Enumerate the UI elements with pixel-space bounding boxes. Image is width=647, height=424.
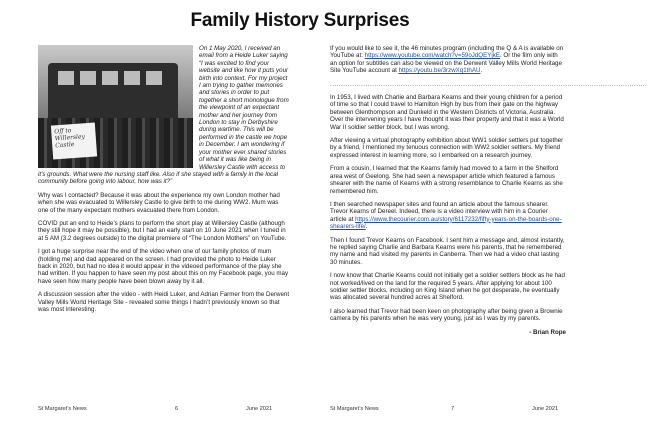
youtube-link-2[interactable]: https://youtu.be/3rzwXq1thAU [398,67,481,75]
footer-left-publication: St Margaret’s News [38,406,87,412]
courier-article-link[interactable]: https://www.thecourier.com.au/story/6117232/fifty-years-on-the-boards-one-shearers-life/ [330,215,562,231]
intro-paragraph: On 1 May 2020, I received an email from a Heide Luker saying “I was excited to find your website and like how it puts your birth into context. For my project I am trying to gather memories and stories in order to put together a short monologue from the viewpoint of an expectant mother and her journey from London to stay in Derbyshire during wartime. This will be performed in the castle we hope in December. I am wondering if your mother ever shared stories of what it was like being in Willersley Castle with access to it’s grounds. What were the nursing staff like. Also if she stayed with a family in the local community before going into labour, how was it?” [38,45,289,186]
footer-right-page-number: 7 [451,406,455,412]
paragraph: Why was I contacted? Because it was about the experience my own London mother had when she was evacuated to Willersley Castle to give birth to me during WW2. Mum was one of the many expectant mothers evacuated there from London. [38,191,280,214]
paragraph: Then I found Trevor Kearns on Facebook. I sent him a message and, almost instantly, he replied saying Charlie and Barbara Kearns were his parents, that he remembered my name and had visited my parents in Canberra. Then we had a video chat lasting 30 minutes. [330,236,565,266]
footer-left-date: June 2021 [246,406,273,412]
photo-handwritten-sign: Off to Willersley Castle [51,123,97,160]
paragraph: A discussion session after the video - with Heidi Luker, and Adrian Farmer from the Derwent Valley Mills World Heritage Site - revealed some things I hadn’t previously known so that was most interesting. [38,291,290,313]
paragraph: After viewing a virtual photography exhibition about WW1 soldier settlers put together by a friend, I mentioned my tenuous connection with WW2 soldier settlers. My friend expressed interest in learning more, so I embarked on a research journey. [330,137,564,159]
author-signature: - Brian Rope [529,328,566,336]
paragraph: From a cousin, I learned that the Kearns family had moved to a farm in the Shelford area west of Geelong. She had seen a newspaper article which featured a famous shearer with the name of Kearns with a strong resemblance to Charlie Kearns as she remembered him. [330,165,563,195]
footer-left-page-number: 6 [175,406,179,412]
left-column [38,45,290,319]
page-title: Family History Surprises [190,10,410,31]
paragraph: In 1953, I lived with Charlie and Barbara Kearns and their young children for a period of time so that I could travel to Hamilton High by bus from their gate on the highway between Glenthompson and Dunkeld in the Western Districts of Victoria, Australia. Over the intervening years I have thought it was their property and that it was a World War II soldier settler block, but I was wrong. [330,94,564,131]
paragraph: I now know that Charlie Kearns could not initially get a soldier settlers block as he had not worked/lived on the land for the required 5 years. After applying for about 100 soldier settler blocks, including on King Island when he got desperate, he eventually was allocated several hundred acres at Shelford. [330,272,565,302]
dotted-separator: ............................................................................................................................................... [330,80,647,88]
paragraph: COVID put an end to Heide’s plans to perform the short play at Willersley Castle (although they still hope it may be possible), but I had an early start on 10 June 2021 when I tuned in at 5 AM (3.2 degrees outside) to the digital premiere of “The London Mothers” on YouTube. [38,219,287,242]
footer-right-date: June 2021 [532,406,559,412]
paragraph-youtube: If you would like to see it, the 46 minutes program (including the Q & A is available on YouTube at: https://www.youtube.com/watch?v=59oJdQEYjkE. Or the film only with an option for subtitles can also be viewed on the Derwent Valley Mills World Heritage Site YouTube account at https://youtu.be/3rzwXq1thAU. [330,45,564,75]
paragraph-courier: I then searched newspaper sites and found an article about the famous shearer. Trevor Kearns of Dereel. Indeed, there is a video interview with him in a Courier article at https://www.thecourier.com.au/story/6117232/fifty-years-on-the-boards-one-shearers-life/. [330,200,562,231]
paragraph: I got a huge surprise near the end of the video when one of our family photos of mum (holding me) and dad appeared on the screen. I had provided the photo to Heide Luker back in 2020, but had no idea it would appear in the videoed performance of the play she had written. If you happen to have seen my post about this on my Facebook page, you may have seen how many people have been blown away by it all. [38,248,289,285]
youtube-link-1[interactable]: https://www.youtube.com/watch?v=59oJdQEYjkE [364,52,500,60]
evacuees-photo [38,45,193,168]
footer-right-publication: St Margaret’s News [330,406,379,412]
right-column [330,45,647,336]
paragraph: I also learned that Trevor had been keen on photography after being given a Brownie camera by his parents when he was very young, just as I was by my parents. [330,307,563,323]
